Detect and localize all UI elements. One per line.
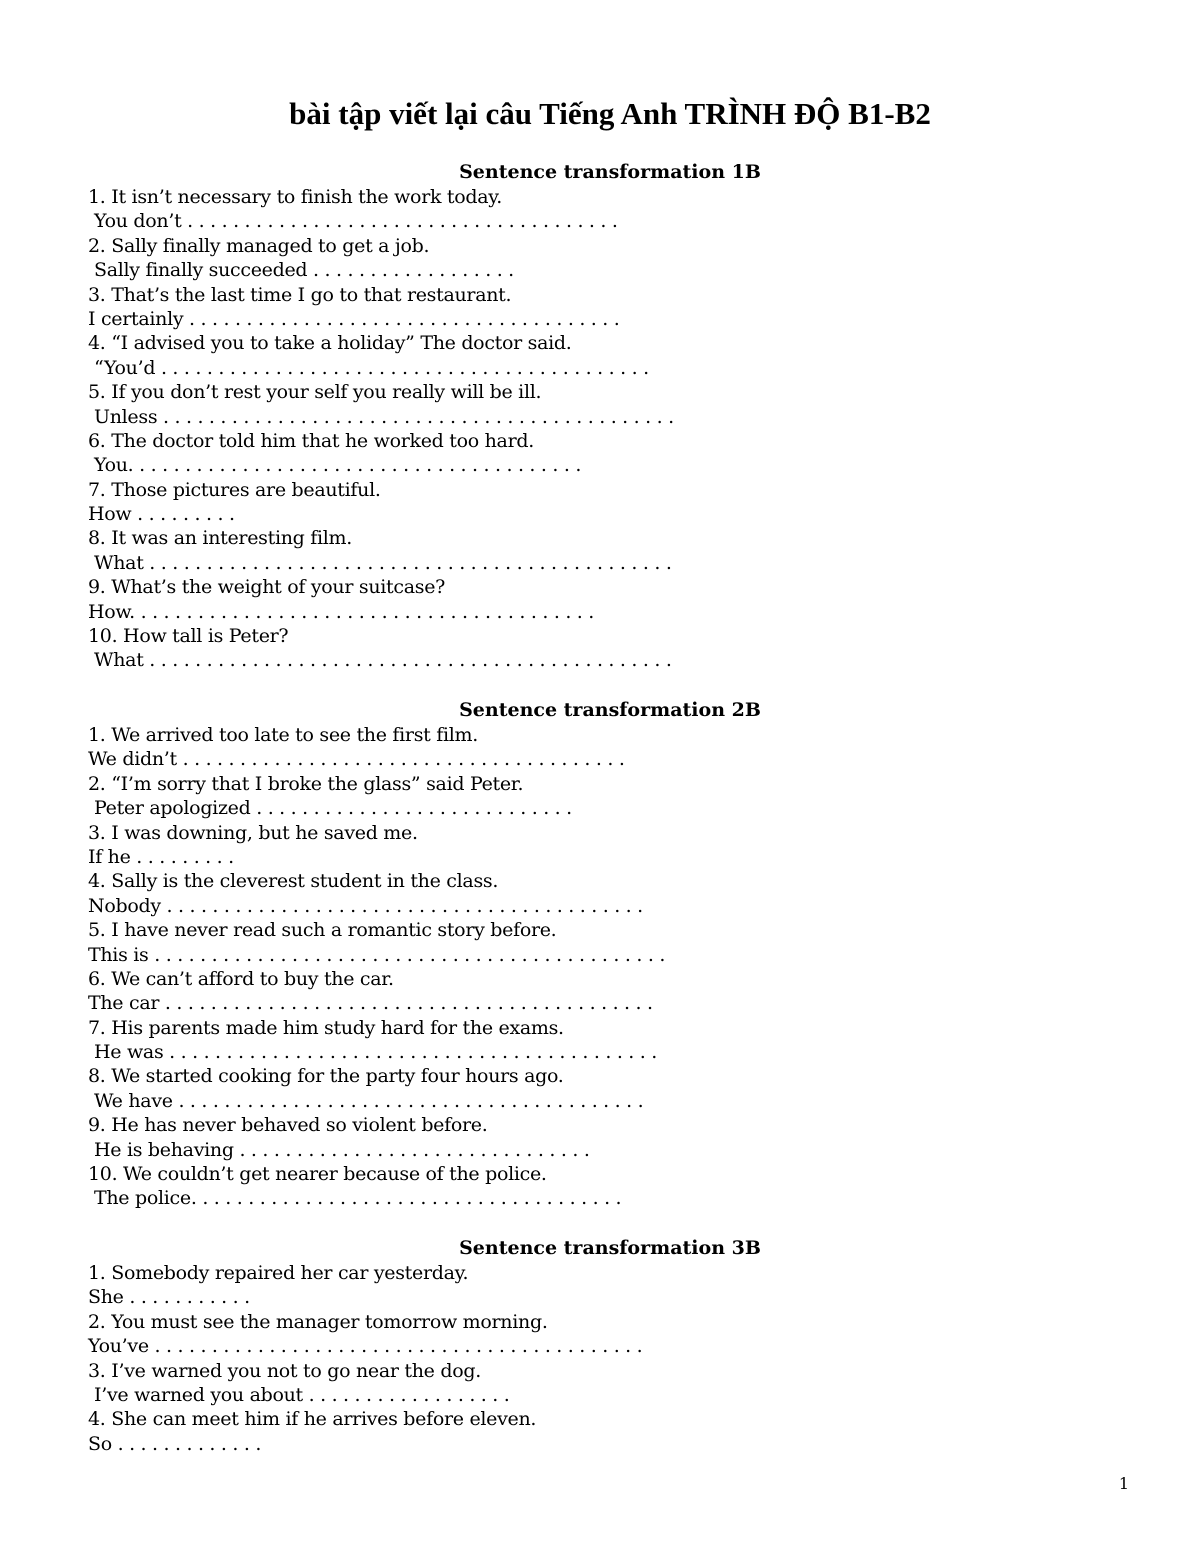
exercise-question: 3. I was downing, but he saved me. [88,821,418,844]
answer-line: The car . . . . . . . . . . . . . . . . . . . . . . . . . . . . . . . . . . . . . . . . . . . [88,992,653,1015]
exercise-question: 6. We can’t afford to buy the car. [88,967,394,990]
exercise-section-1b [88,160,1128,673]
exercise-lines [88,1261,1128,1456]
answer-line: Unless . . . . . . . . . . . . . . . . . . . . . . . . . . . . . . . . . . . . . . . . . . . . . [94,405,674,428]
exercise-question: 7. Those pictures are beautiful. [88,478,381,501]
exercise-question: 2. You must see the manager tomorrow morning. [88,1310,548,1333]
exercise-question: 10. How tall is Peter? [88,625,289,648]
answer-line: Sally finally succeeded . . . . . . . . . . . . . . . . . . [94,259,514,282]
exercise-question: 1. It isn’t necessary to finish the work today. [88,186,502,208]
answer-line: She . . . . . . . . . . . [88,1286,250,1309]
exercise-section-3b [88,1236,1128,1456]
answer-line: You don’t . . . . . . . . . . . . . . . . . . . . . . . . . . . . . . . . . . . . . . [94,210,618,233]
page-title: bài tập viết lại câu Tiếng Anh TRÌNH ĐỘ B1-B2 [289,96,931,131]
exercise-section-2b [88,698,1128,1211]
exercise-question: 1. We arrived too late to see the first film. [88,724,478,746]
answer-line: “You’d . . . . . . . . . . . . . . . . . . . . . . . . . . . . . . . . . . . . . . . . . . . [94,356,649,379]
exercise-question: 8. We started cooking for the party four hours ago. [88,1065,564,1088]
exercise-question: 5. I have never read such a romantic story before. [88,919,557,942]
exercise-question: 2. Sally finally managed to get a job. [88,234,430,257]
exercise-question: 9. He has never behaved so violent before. [88,1114,488,1137]
exercise-question: 10. We couldn’t get nearer because of the police. [88,1163,547,1186]
answer-line: The police. . . . . . . . . . . . . . . . . . . . . . . . . . . . . . . . . . . . . . [94,1187,622,1210]
exercise-question: 4. “I advised you to take a holiday” The doctor said. [88,332,572,355]
exercise-question: 2. “I’m sorry that I broke the glass” said Peter. [88,772,524,795]
exercise-question: 8. It was an interesting film. [88,527,352,550]
answer-line: What . . . . . . . . . . . . . . . . . . . . . . . . . . . . . . . . . . . . . . . . . . . . . . [94,649,672,672]
answer-line: You. . . . . . . . . . . . . . . . . . . . . . . . . . . . . . . . . . . . . . . . [94,454,582,477]
answer-line: He was . . . . . . . . . . . . . . . . . . . . . . . . . . . . . . . . . . . . . . . . . . . [94,1041,657,1064]
answer-line: We have . . . . . . . . . . . . . . . . . . . . . . . . . . . . . . . . . . . . . . . . . [94,1089,644,1112]
exercise-question: 3. I’ve warned you not to go near the dog. [88,1359,481,1382]
exercise-question: 4. She can meet him if he arrives before eleven. [88,1408,537,1431]
answer-line: I’ve warned you about . . . . . . . . . . . . . . . . . . [94,1383,510,1406]
exercise-lines [88,185,1128,673]
answer-line: You’ve . . . . . . . . . . . . . . . . . . . . . . . . . . . . . . . . . . . . . . . . . . . [88,1335,643,1358]
exercise-question: 4. Sally is the cleverest student in the class. [88,870,499,893]
answer-line: What . . . . . . . . . . . . . . . . . . . . . . . . . . . . . . . . . . . . . . . . . . . . . . [94,551,672,574]
answer-line: How. . . . . . . . . . . . . . . . . . . . . . . . . . . . . . . . . . . . . . . . . [88,600,595,623]
exercise-question: 9. What’s the weight of your suitcase? [88,576,446,599]
exercise-question: 3. That’s the last time I go to that restaurant. [88,283,512,306]
answer-line: Peter apologized . . . . . . . . . . . . . . . . . . . . . . . . . . . . [94,797,572,820]
section-heading: Sentence transformation 3B [459,1237,761,1259]
exercise-question: 6. The doctor told him that he worked too hard. [88,429,534,452]
answer-line: I certainly . . . . . . . . . . . . . . . . . . . . . . . . . . . . . . . . . . . . . . [88,307,620,330]
exercise-question: 7. His parents made him study hard for the exams. [88,1016,564,1039]
answer-line: We didn’t . . . . . . . . . . . . . . . . . . . . . . . . . . . . . . . . . . . . . . . [88,748,625,771]
page-number: 1 [1118,1474,1129,1493]
answer-line: How . . . . . . . . . [88,503,235,526]
answer-line: If he . . . . . . . . . [88,845,234,868]
exercise-lines [88,723,1128,1211]
section-heading: Sentence transformation 2B [459,699,761,721]
answer-line: He is behaving . . . . . . . . . . . . . . . . . . . . . . . . . . . . . . . [94,1138,590,1161]
section-heading: Sentence transformation 1B [459,161,761,183]
answer-line: So . . . . . . . . . . . . . [88,1432,262,1455]
exercise-question: 5. If you don’t rest your self you really will be ill. [88,381,542,404]
answer-line: Nobody . . . . . . . . . . . . . . . . . . . . . . . . . . . . . . . . . . . . . . . . . . [88,894,643,917]
exercise-question: 1. Somebody repaired her car yesterday. [88,1262,469,1284]
answer-line: This is . . . . . . . . . . . . . . . . . . . . . . . . . . . . . . . . . . . . . . . . . . . . . [88,943,666,966]
